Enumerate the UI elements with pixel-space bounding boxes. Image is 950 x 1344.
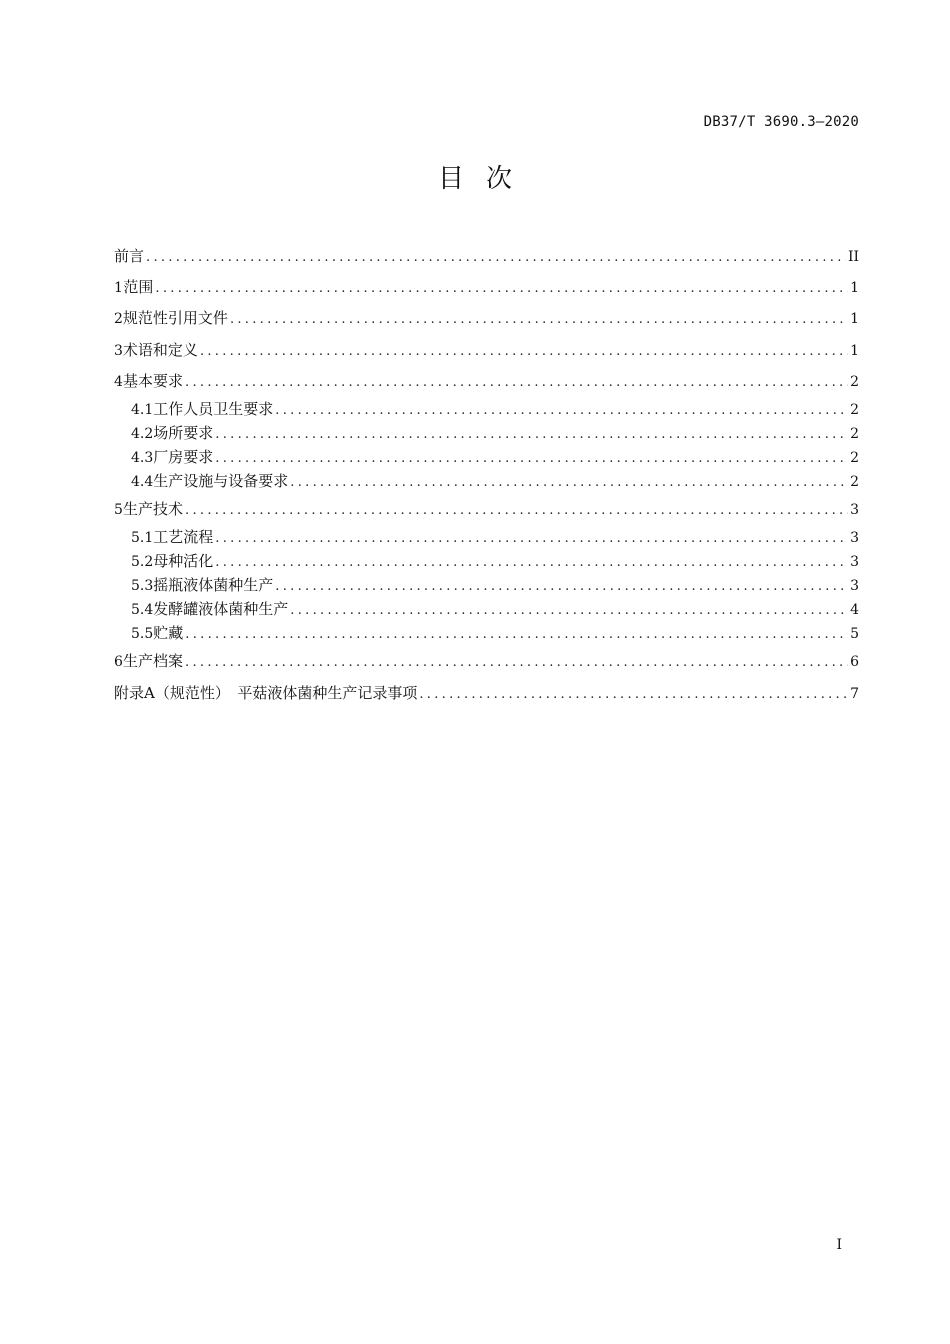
toc-page-number: 3 [850, 502, 859, 518]
toc-entry-foreword[interactable] [114, 246, 859, 266]
toc-page-number: 2 [850, 426, 859, 442]
toc-page-number: 3 [850, 554, 859, 570]
toc-number: 5.5 [131, 626, 154, 642]
toc-label: 生产档案 [123, 652, 184, 670]
toc-label: 工作人员卫生要求 [153, 400, 274, 418]
toc-number: 4.2 [131, 426, 154, 442]
toc-dot-leader [275, 577, 848, 597]
toc-number: 1 [114, 280, 123, 296]
toc-number: 3 [114, 343, 123, 359]
toc-dot-leader [215, 425, 848, 445]
toc-label: 附录A（规范性） 平菇液体菌种生产记录事项 [114, 684, 418, 702]
footer-page-number: I [836, 1237, 842, 1253]
toc-label: 生产设施与设备要求 [153, 472, 289, 490]
toc-dot-leader [155, 279, 848, 299]
toc-entry-4-3[interactable] [131, 447, 859, 467]
toc-number: 6 [114, 654, 123, 670]
toc-entry-normative-references[interactable] [114, 308, 859, 328]
toc-entry-terms-definitions[interactable] [114, 340, 859, 360]
toc-dot-leader [275, 401, 848, 421]
toc-label: 生产技术 [123, 500, 184, 518]
toc-number: 4 [114, 374, 123, 390]
toc-dot-leader [215, 529, 848, 549]
page-title: 目次 [437, 164, 534, 194]
toc-page-number: 2 [850, 374, 859, 390]
toc-entry-5-1[interactable] [131, 527, 859, 547]
toc-label: 基本要求 [123, 372, 184, 390]
toc-label: 规范性引用文件 [122, 309, 228, 327]
toc-page-number: 3 [850, 578, 859, 594]
toc-entry-5-2[interactable] [131, 551, 859, 571]
toc-number: 5.2 [131, 554, 154, 570]
toc-dot-leader [215, 449, 848, 469]
toc-label: 贮藏 [153, 624, 184, 642]
toc-page-number: 2 [850, 450, 859, 466]
toc-number: 4.3 [131, 450, 154, 466]
toc-label: 发酵罐液体菌种生产 [153, 600, 289, 618]
toc-page-number: 1 [850, 280, 859, 296]
toc-dot-leader [230, 310, 848, 330]
toc-entry-appendix-a[interactable] [114, 683, 859, 703]
toc-dot-leader [215, 553, 848, 573]
toc-dot-leader [290, 473, 848, 493]
toc-page-number: 3 [850, 530, 859, 546]
toc-entry-4-1[interactable] [131, 399, 859, 419]
toc-number: 5.3 [131, 578, 154, 594]
toc-label: 场所要求 [153, 424, 214, 442]
toc-dot-leader [185, 625, 848, 645]
toc-label: 范围 [123, 278, 154, 296]
toc-page-number: 7 [850, 686, 859, 702]
toc-entry-5-4[interactable] [131, 599, 859, 619]
toc-page-number: II [847, 249, 859, 265]
toc-label: 厂房要求 [153, 448, 214, 466]
toc-entry-5-5[interactable] [131, 623, 859, 643]
toc-dot-leader [419, 685, 848, 705]
toc-page-number: 4 [850, 602, 859, 618]
toc-dot-leader [146, 248, 846, 268]
toc-label: 母种活化 [153, 552, 214, 570]
toc-label: 工艺流程 [153, 528, 214, 546]
toc-number: 2 [114, 311, 123, 327]
toc-entry-5-3[interactable] [131, 575, 859, 595]
toc-label: 术语和定义 [122, 341, 198, 359]
toc-page-number: 1 [850, 343, 859, 359]
toc-dot-leader [185, 653, 848, 673]
toc-number: 5.4 [131, 602, 154, 618]
toc-number: 4.1 [131, 402, 154, 418]
toc-page-number: 2 [850, 402, 859, 418]
toc-entry-production-technology[interactable] [114, 499, 859, 519]
toc-dot-leader [185, 373, 848, 393]
toc-entry-4-4[interactable] [131, 471, 859, 491]
toc-entry-basic-requirements[interactable] [114, 371, 859, 391]
toc-entry-scope[interactable] [114, 277, 859, 297]
document-code: DB37/T 3690.3—2020 [703, 114, 859, 130]
toc-dot-leader [200, 342, 848, 362]
toc-label: 摇瓶液体菌种生产 [153, 576, 274, 594]
toc-entry-production-records[interactable] [114, 651, 859, 671]
toc-number: 5 [114, 502, 123, 518]
toc-entry-4-2[interactable] [131, 423, 859, 443]
toc-number: 4.4 [131, 474, 154, 490]
toc-page-number: 2 [850, 474, 859, 490]
toc-dot-leader [290, 601, 848, 621]
toc-dot-leader [185, 501, 848, 521]
toc-page-number: 1 [850, 311, 859, 327]
toc-number: 5.1 [131, 530, 154, 546]
toc-page-number: 5 [850, 626, 859, 642]
toc-label: 前言 [114, 247, 145, 265]
toc-page-number: 6 [850, 654, 859, 670]
